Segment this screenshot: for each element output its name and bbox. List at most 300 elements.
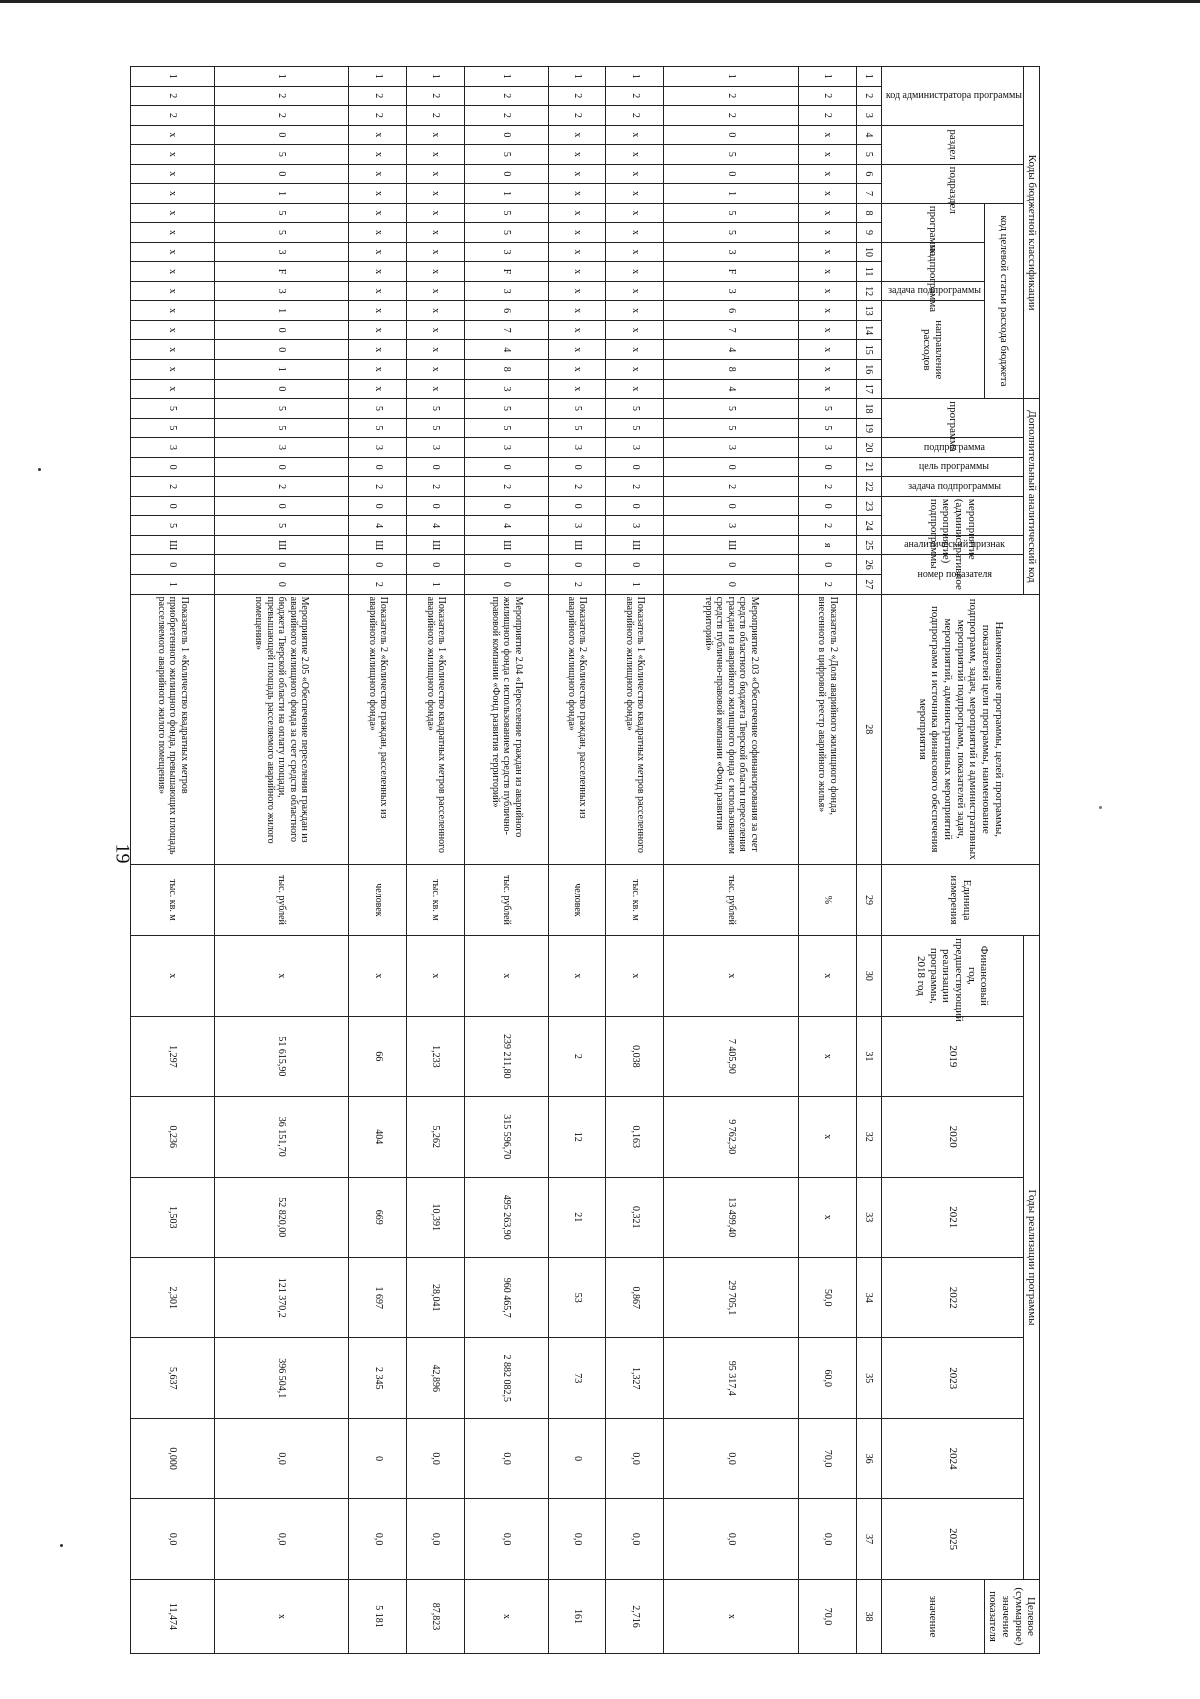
row-name: Показатель 1 «Количество квадратных метров расселенного аварийного жилищного фонда» — [407, 594, 465, 864]
code-cell: х — [548, 379, 606, 399]
value-cell: 9 762,30 — [664, 1097, 799, 1177]
value-cell: 0,0 — [798, 1499, 856, 1580]
code-cell: 7 — [465, 320, 548, 340]
code-cell: 0 — [465, 125, 548, 145]
code-cell: 0 — [214, 555, 349, 575]
code-cell: 3 — [465, 438, 548, 458]
code-cell: х — [798, 359, 856, 379]
code-cell: 2 — [131, 477, 214, 497]
code-cell: х — [131, 281, 214, 301]
value-cell: 12 — [548, 1097, 606, 1177]
code-cell: х — [131, 340, 214, 360]
code-cell: х — [349, 203, 407, 223]
column-number: 2 — [856, 86, 881, 106]
name-header: Наименование программы, целей программы, показателей цели программы, наименование подпрограмм, задач, мероприятий и административных мероприятий подпрограмм, показателей задач, мероприятий, административных мероприятий подпрограмм и источника финансового обеспечения мероприятия — [881, 594, 1039, 864]
code-cell: 1 — [798, 67, 856, 87]
code-cell: х — [606, 379, 664, 399]
table-row — [349, 67, 407, 1654]
code-cell: 2 — [548, 477, 606, 497]
column-number: 5 — [856, 145, 881, 165]
value-cell: 0,0 — [407, 1499, 465, 1580]
code-cell: х — [798, 203, 856, 223]
column-number: 26 — [856, 555, 881, 575]
code-cell: 2 — [131, 106, 214, 126]
code-cell: 0 — [548, 555, 606, 575]
code-cell: х — [798, 262, 856, 282]
code-cell: 2 — [465, 106, 548, 126]
value-cell: 0,321 — [606, 1177, 664, 1257]
code-cell: х — [606, 242, 664, 262]
column-number: 23 — [856, 496, 881, 516]
value-cell: х — [465, 1579, 548, 1653]
code-cell: 3 — [465, 281, 548, 301]
code-cell: 4 — [664, 379, 799, 399]
code-cell: 3 — [606, 516, 664, 536]
code-cell: 3 — [214, 242, 349, 262]
indicator-no-header: номер показателя — [881, 555, 1024, 594]
value-cell: 1 697 — [349, 1257, 407, 1337]
code-cell: 5 — [214, 399, 349, 419]
value-cell: 21 — [548, 1177, 606, 1257]
code-cell: 1 — [548, 67, 606, 87]
code-cell: 5 — [214, 203, 349, 223]
code-cell: 0 — [214, 457, 349, 477]
code-cell: х — [548, 242, 606, 262]
value-cell: 13 499,40 — [664, 1177, 799, 1257]
code-cell: 3 — [664, 242, 799, 262]
code-cell: 1 — [214, 301, 349, 321]
code-cell: х — [407, 242, 465, 262]
code-cell: х — [131, 379, 214, 399]
code-cell: 4 — [664, 340, 799, 360]
code-cell: 0 — [465, 164, 548, 184]
code-cell: х — [548, 301, 606, 321]
code-cell: х — [131, 262, 214, 282]
year-2019-header: 2019 — [881, 1016, 1024, 1096]
value-cell: х — [664, 936, 799, 1016]
code-cell: 1 — [465, 67, 548, 87]
row-name: Мероприятие 2.03 «Обеспечение софинансирования за счет средств областного бюджета Тверской области переселения граждан из аварийного жилищного фонда с использованием средств публично-правовой компании «Фонд развития территорий» — [664, 594, 799, 864]
code-cell: х — [606, 320, 664, 340]
value-cell: 52 820,00 — [214, 1177, 349, 1257]
year-2023-header: 2023 — [881, 1338, 1024, 1418]
table-row — [606, 67, 664, 1654]
value-cell: 239 211,80 — [465, 1016, 548, 1096]
code-cell: 8 — [465, 359, 548, 379]
code-cell: 1 — [664, 184, 799, 204]
code-cell: 3 — [664, 438, 799, 458]
code-cell: 5 — [664, 203, 799, 223]
value-cell: 0,038 — [606, 1016, 664, 1096]
code-cell: Ш — [407, 535, 465, 555]
prog-header: программа — [881, 399, 1024, 438]
code-cell: х — [407, 379, 465, 399]
code-cell: 1 — [407, 574, 465, 594]
column-number: 32 — [856, 1097, 881, 1177]
code-cell: 5 — [349, 418, 407, 438]
feature-header: аналитический признак — [881, 535, 1024, 555]
code-cell: 2 — [407, 477, 465, 497]
code-cell: 5 — [664, 145, 799, 165]
rotated-table-wrapper — [155, 66, 1040, 1654]
budget-codes-header: Коды бюджетной классификации — [1024, 67, 1040, 399]
extra-code-header: Дополнительный аналитический код — [1024, 399, 1040, 594]
code-cell: 0 — [664, 555, 799, 575]
value-cell: 95 317,4 — [664, 1338, 799, 1418]
value-cell: 0,0 — [214, 1418, 349, 1498]
value-cell: 53 — [548, 1257, 606, 1337]
code-cell: х — [349, 359, 407, 379]
target-header: Целевое (суммарное) значение показателя — [984, 1579, 1039, 1653]
table-row — [214, 67, 349, 1654]
code-cell: х — [407, 223, 465, 243]
table-row — [798, 67, 856, 1654]
code-cell: 5 — [407, 399, 465, 419]
code-cell: 2 — [664, 86, 799, 106]
code-cell: 0 — [214, 340, 349, 360]
code-cell: х — [349, 301, 407, 321]
value-cell: х — [606, 936, 664, 1016]
value-cell: 0,0 — [465, 1499, 548, 1580]
row-unit: тыс. рублей — [664, 864, 799, 935]
row-unit: тыс. кв. м — [131, 864, 214, 935]
code-cell: х — [407, 281, 465, 301]
code-cell: 5 — [407, 418, 465, 438]
code-cell: х — [548, 145, 606, 165]
value-cell: 5,637 — [131, 1338, 214, 1418]
code-cell: 5 — [465, 223, 548, 243]
value-cell: х — [798, 1097, 856, 1177]
code-cell: х — [548, 320, 606, 340]
code-cell: 2 — [349, 106, 407, 126]
code-cell: 0 — [465, 555, 548, 575]
code-cell: х — [349, 262, 407, 282]
value-cell: 669 — [349, 1177, 407, 1257]
code-cell: 6 — [465, 301, 548, 321]
column-number: 18 — [856, 399, 881, 419]
value-cell: 50,0 — [798, 1257, 856, 1337]
code-cell: 0 — [214, 320, 349, 340]
task-code-header: задача подпрограммы — [881, 281, 984, 301]
code-cell: 3 — [664, 516, 799, 536]
code-cell: 5 — [664, 223, 799, 243]
value-cell: 10,391 — [407, 1177, 465, 1257]
code-cell: Ш — [548, 535, 606, 555]
value-cell: 0,000 — [131, 1418, 214, 1498]
row-unit: человек — [349, 864, 407, 935]
target-code-header: код целевой статьи расхода бюджета — [984, 203, 1023, 398]
code-cell: 1 — [214, 359, 349, 379]
code-cell: х — [349, 340, 407, 360]
value-cell: 70,0 — [798, 1418, 856, 1498]
code-cell: 2 — [465, 477, 548, 497]
row-name: Показатель 2 «Доля аварийного жилищного фонда, внесенного в цифровой реестр аварийного жилья» — [798, 594, 856, 864]
row-name: Показатель 1 «Количество квадратных метров расселенного аварийного жилищного фонда» — [606, 594, 664, 864]
code-cell: х — [798, 184, 856, 204]
code-cell: х — [606, 281, 664, 301]
code-cell: 0 — [131, 496, 214, 516]
code-cell: 5 — [131, 399, 214, 419]
code-cell: 4 — [465, 516, 548, 536]
code-cell: х — [407, 320, 465, 340]
value-cell: 2,716 — [606, 1579, 664, 1653]
value-cell: 29 705,1 — [664, 1257, 799, 1337]
code-cell: х — [349, 379, 407, 399]
code-cell: х — [606, 340, 664, 360]
code-cell: х — [606, 203, 664, 223]
code-cell: 0 — [349, 555, 407, 575]
value-cell: 42,896 — [407, 1338, 465, 1418]
code-cell: 7 — [664, 320, 799, 340]
value-cell: х — [798, 936, 856, 1016]
code-cell: х — [131, 125, 214, 145]
value-cell: х — [798, 1016, 856, 1096]
code-cell: 0 — [798, 555, 856, 575]
code-cell: F — [214, 262, 349, 282]
code-cell: 0 — [664, 496, 799, 516]
code-cell: х — [349, 242, 407, 262]
code-cell: х — [407, 184, 465, 204]
value-cell: х — [214, 936, 349, 1016]
column-number: 25 — [856, 535, 881, 555]
value-cell: 0,0 — [606, 1418, 664, 1498]
value-cell: 5,262 — [407, 1097, 465, 1177]
column-number: 4 — [856, 125, 881, 145]
code-cell: 0 — [214, 164, 349, 184]
value-cell: 0 — [349, 1418, 407, 1498]
code-cell: 2 — [664, 477, 799, 497]
value-cell: 404 — [349, 1097, 407, 1177]
column-number: 17 — [856, 379, 881, 399]
code-cell: 5 — [548, 418, 606, 438]
code-cell: х — [606, 301, 664, 321]
column-number: 7 — [856, 184, 881, 204]
code-cell: 1 — [214, 184, 349, 204]
code-cell: х — [606, 125, 664, 145]
code-cell: 5 — [548, 399, 606, 419]
column-number: 29 — [856, 864, 881, 935]
value-cell: 66 — [349, 1016, 407, 1096]
table-row — [407, 67, 465, 1654]
section-header: раздел — [881, 125, 1024, 164]
table-row — [664, 67, 799, 1654]
row-unit: % — [798, 864, 856, 935]
value-cell: 36 151,70 — [214, 1097, 349, 1177]
code-cell: 1 — [465, 184, 548, 204]
value-cell: 495 263,90 — [465, 1177, 548, 1257]
code-cell: 2 — [798, 516, 856, 536]
code-cell: х — [606, 164, 664, 184]
code-cell: 5 — [606, 418, 664, 438]
code-cell: х — [349, 320, 407, 340]
value-cell: 0,0 — [131, 1499, 214, 1580]
code-cell: х — [349, 281, 407, 301]
code-cell: 2 — [214, 106, 349, 126]
value-cell: 0,0 — [664, 1418, 799, 1498]
code-cell: х — [407, 301, 465, 321]
code-cell: 0 — [407, 496, 465, 516]
code-cell: 2 — [798, 477, 856, 497]
code-cell: х — [548, 184, 606, 204]
column-number: 24 — [856, 516, 881, 536]
code-cell: 2 — [606, 477, 664, 497]
program-table — [130, 66, 1040, 1654]
table-row — [465, 67, 548, 1654]
code-cell: 2 — [214, 477, 349, 497]
value-cell: 7 405,90 — [664, 1016, 799, 1096]
code-cell: 0 — [465, 574, 548, 594]
code-cell: х — [131, 359, 214, 379]
row-name: Мероприятие 2.04 «Переселение граждан из аварийного жилищного фонда с использованием средств публично-правовой компании «Фонд развития территорий» — [465, 594, 548, 864]
code-cell: 0 — [664, 125, 799, 145]
year-2025-header: 2025 — [881, 1499, 1024, 1580]
code-cell: 4 — [349, 516, 407, 536]
value-cell: х — [407, 936, 465, 1016]
code-cell: х — [548, 164, 606, 184]
column-number: 21 — [856, 457, 881, 477]
code-cell: 1 — [131, 67, 214, 87]
unit-header: Единица измерения — [881, 864, 1039, 935]
code-cell: 4 — [465, 340, 548, 360]
value-cell: 396 504,1 — [214, 1338, 349, 1418]
code-cell: Ш — [214, 535, 349, 555]
code-cell: х — [548, 281, 606, 301]
code-cell: х — [349, 125, 407, 145]
value-cell: 0,0 — [349, 1499, 407, 1580]
column-number: 22 — [856, 477, 881, 497]
value-cell: 87,823 — [407, 1579, 465, 1653]
code-cell: 2 — [349, 574, 407, 594]
code-cell: 2 — [548, 106, 606, 126]
code-cell: 0 — [214, 574, 349, 594]
code-cell: х — [131, 164, 214, 184]
code-cell: я — [798, 535, 856, 555]
column-number: 16 — [856, 359, 881, 379]
value-cell: 161 — [548, 1579, 606, 1653]
value-cell: 28,041 — [407, 1257, 465, 1337]
code-cell: 0 — [131, 555, 214, 575]
value-cell: х — [664, 1579, 799, 1653]
code-cell: 3 — [407, 438, 465, 458]
code-cell: Ш — [131, 535, 214, 555]
value-cell: 0,867 — [606, 1257, 664, 1337]
scan-speck — [38, 468, 41, 471]
code-cell: 2 — [465, 86, 548, 106]
code-cell: 2 — [407, 106, 465, 126]
code-cell: 5 — [606, 399, 664, 419]
value-cell: 2 345 — [349, 1338, 407, 1418]
code-cell: 0 — [798, 496, 856, 516]
code-cell: 1 — [214, 67, 349, 87]
code-cell: 0 — [548, 496, 606, 516]
row-unit: человек — [548, 864, 606, 935]
code-cell: х — [798, 242, 856, 262]
value-cell: х — [465, 936, 548, 1016]
code-cell: 0 — [465, 496, 548, 516]
code-cell: 2 — [214, 86, 349, 106]
code-cell: х — [548, 203, 606, 223]
column-number: 8 — [856, 203, 881, 223]
code-cell: 3 — [214, 438, 349, 458]
code-cell: 5 — [131, 516, 214, 536]
top-border-line — [0, 0, 1200, 3]
column-number: 36 — [856, 1418, 881, 1498]
code-cell: 5 — [664, 399, 799, 419]
code-cell: 0 — [407, 555, 465, 575]
code-cell: 8 — [664, 359, 799, 379]
code-cell: 2 — [606, 106, 664, 126]
code-cell: 2 — [548, 86, 606, 106]
code-cell: х — [798, 223, 856, 243]
row-name: Показатель 1 «Количество квадратных метров приобретенного жилищного фонда, превышающих площадь расселяемого аварийного жилого помещения» — [131, 594, 214, 864]
column-number: 35 — [856, 1338, 881, 1418]
code-cell: х — [407, 262, 465, 282]
code-cell: 3 — [606, 438, 664, 458]
code-cell: х — [407, 164, 465, 184]
code-cell: F — [664, 262, 799, 282]
row-name: Мероприятие 2.05 «Обеспечение переселения граждан из аварийного жилищного фонда за счет средств областного бюджета Тверской области на оплату площади, превышающей площадь расселяемого аварийного жилого помещения» — [214, 594, 349, 864]
value-cell: 60,0 — [798, 1338, 856, 1418]
code-cell: 5 — [465, 399, 548, 419]
value-cell: 0,0 — [664, 1499, 799, 1580]
code-cell: х — [606, 145, 664, 165]
scan-speck — [60, 1544, 63, 1547]
subprog-header: подпрограмма — [881, 438, 1024, 458]
code-cell: х — [131, 301, 214, 321]
code-cell: х — [798, 145, 856, 165]
code-cell: 0 — [407, 457, 465, 477]
code-cell: х — [548, 359, 606, 379]
code-cell: 0 — [349, 496, 407, 516]
code-cell: 5 — [131, 418, 214, 438]
value-cell: 73 — [548, 1338, 606, 1418]
code-cell: 5 — [349, 399, 407, 419]
code-cell: 1 — [131, 574, 214, 594]
code-cell: 0 — [214, 125, 349, 145]
code-cell: 2 — [798, 574, 856, 594]
code-cell: 0 — [664, 164, 799, 184]
program-code-header: программа — [881, 203, 984, 242]
code-cell: 2 — [131, 86, 214, 106]
year-2024-header: 2024 — [881, 1418, 1024, 1498]
value-cell: 51 615,90 — [214, 1016, 349, 1096]
column-number: 9 — [856, 223, 881, 243]
value-cell: 2 — [548, 1016, 606, 1096]
code-cell: х — [131, 320, 214, 340]
year-2021-header: 2021 — [881, 1177, 1024, 1257]
value-cell: 0,0 — [548, 1499, 606, 1580]
value-cell: 0,0 — [465, 1418, 548, 1498]
code-cell: х — [798, 320, 856, 340]
code-cell: х — [548, 223, 606, 243]
year-2022-header: 2022 — [881, 1257, 1024, 1337]
fin-year-header: Финансовый год, предшествующий реализации программы, 2018 год — [881, 936, 1024, 1016]
code-cell: Ш — [349, 535, 407, 555]
code-cell: 0 — [548, 457, 606, 477]
code-cell: Ш — [664, 535, 799, 555]
scan-speck — [1099, 806, 1102, 809]
column-number: 38 — [856, 1579, 881, 1653]
code-cell: 5 — [798, 418, 856, 438]
code-cell: 2 — [664, 106, 799, 126]
code-cell: х — [798, 379, 856, 399]
code-cell: 3 — [465, 379, 548, 399]
code-cell: 5 — [214, 145, 349, 165]
code-cell: х — [798, 281, 856, 301]
code-cell: 2 — [349, 477, 407, 497]
code-cell: х — [131, 242, 214, 262]
code-cell: 0 — [214, 496, 349, 516]
